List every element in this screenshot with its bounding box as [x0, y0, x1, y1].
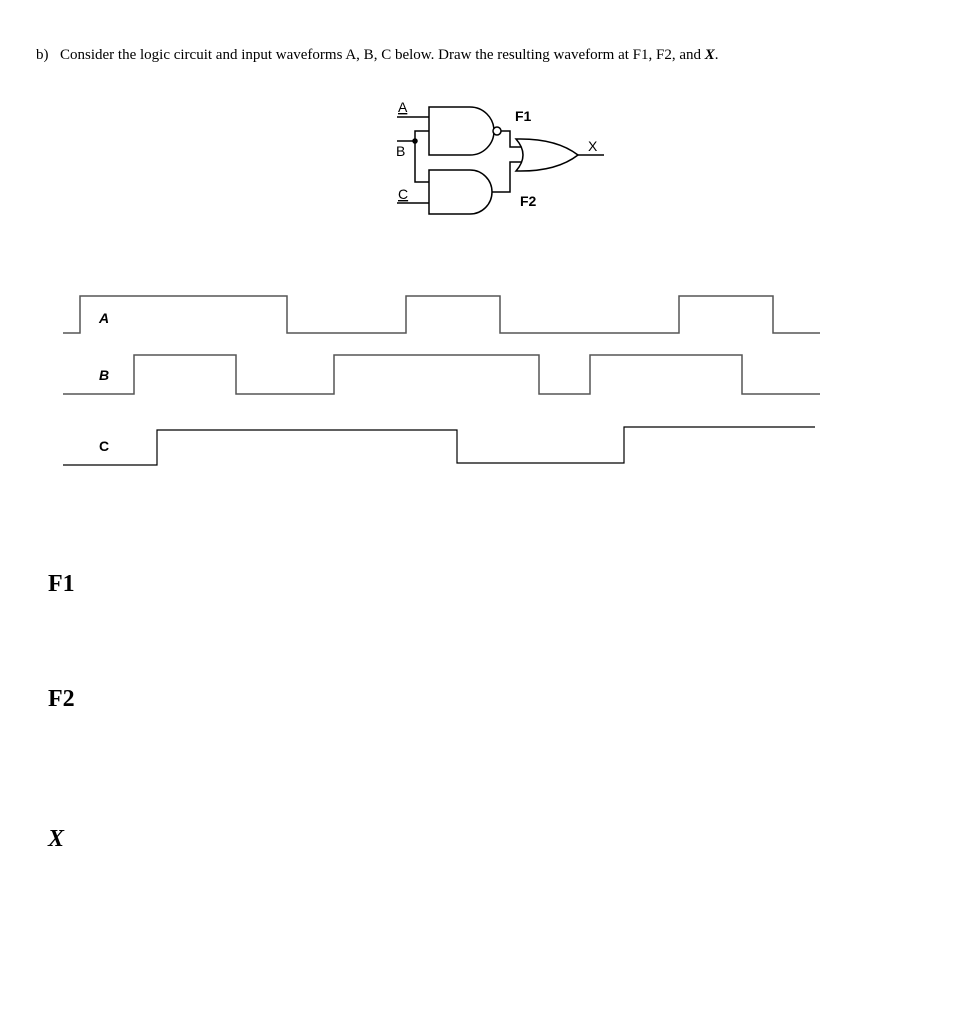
circuit-label-b: B: [396, 143, 406, 159]
circuit-label-x: X: [588, 138, 598, 154]
nand-gate: [429, 107, 494, 155]
wire-f2: [492, 162, 521, 192]
question-text-before: Consider the logic circuit and input waveforms A, B, C below. Draw the resulting waveform at F1, F2, and: [60, 47, 705, 63]
question-marker: b): [36, 47, 49, 63]
circuit-label-a: A: [398, 99, 408, 115]
circuit-label-f2: F2: [520, 193, 537, 209]
waveform-label-a: A: [99, 310, 110, 326]
answer-label-f1: F1: [48, 571, 75, 597]
waveform-b: [63, 355, 820, 394]
circuit-label-f1: F1: [515, 108, 532, 124]
wire-junction-b: [413, 139, 417, 143]
circuit-label-c: C: [398, 186, 409, 202]
answer-label-x: X: [48, 826, 65, 852]
question-text-after: .: [714, 47, 719, 63]
nand-bubble: [493, 127, 501, 135]
wire-b-bottom: [415, 141, 429, 182]
waveform-label-c: C: [99, 438, 110, 454]
waveform-label-b: B: [99, 367, 110, 383]
and-gate: [429, 170, 492, 214]
waveform-a: [63, 296, 820, 333]
question-variable: X: [704, 47, 715, 63]
answer-label-f2: F2: [48, 686, 75, 712]
waveform-c: [63, 427, 815, 465]
or-gate: [516, 139, 578, 171]
